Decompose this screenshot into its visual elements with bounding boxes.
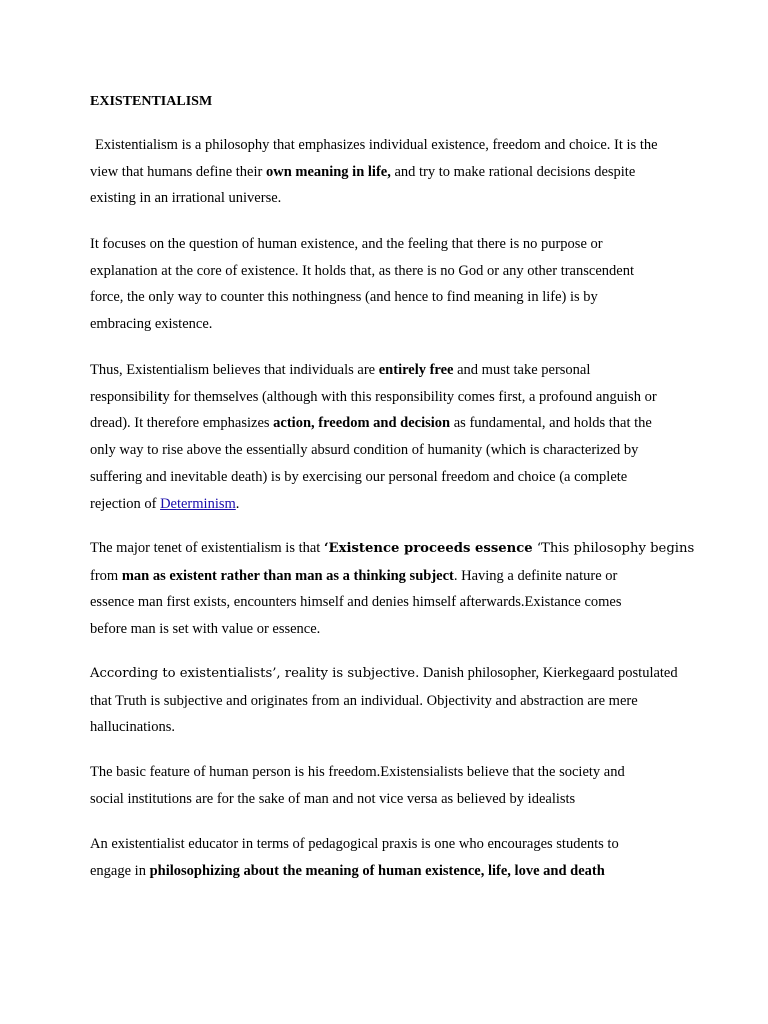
- paragraph-6: [90, 759, 690, 812]
- paragraph-3: [90, 357, 690, 517]
- bold-text: man as existent rather than man as a thinking subject: [121, 567, 454, 584]
- paragraph-line: It focuses on the question of human existence, and the feeling that there is no purpose or: [90, 236, 603, 252]
- text-run: engage in: [90, 862, 150, 879]
- paragraph-line: [90, 357, 690, 384]
- paragraph-line: The basic feature of human person is his freedom.Existensialists believe that the society and: [90, 764, 625, 780]
- text-run: . Having a definite nature or: [453, 567, 618, 584]
- text-run: as fundamental, and holds that the: [450, 415, 652, 432]
- paragraph-line: [90, 410, 690, 437]
- document-title: EXISTENTIALISM: [90, 94, 213, 109]
- paragraph-line: [90, 159, 690, 186]
- paragraph-line: [90, 858, 690, 885]
- paragraph-line: [90, 384, 690, 411]
- text-run: Danish philosopher, Kierkegaard postulated: [419, 665, 678, 681]
- paragraph-line: explanation at the core of existence. It holds that, as there is no God or any other transcendent: [90, 262, 634, 279]
- text-run: and try to make rational decisions despite: [390, 163, 636, 180]
- paragraph-line: social institutions are for the sake of man and not vice versa as believed by idealists: [90, 790, 576, 807]
- text-run: ‘This philosophy begins: [532, 541, 695, 556]
- bold-text: ‘Existence proceeds essence: [323, 541, 533, 556]
- paragraph-line: before man is set with value or essence.: [90, 621, 321, 638]
- bold-text: own meaning in life,: [265, 163, 391, 180]
- paragraph-4: [90, 535, 695, 643]
- bold-text: action, freedom and decision: [273, 415, 451, 432]
- paragraph-7: [90, 831, 690, 884]
- text-run: The major tenet of existentialism is that: [90, 540, 324, 556]
- paragraph-line: [90, 535, 695, 563]
- paragraph-1: [90, 132, 690, 212]
- text-run: and must take personal: [453, 362, 591, 378]
- paragraph-line: An existentialist educator in terms of pedagogical praxis is one who encourages students to: [90, 836, 619, 852]
- paragraph-line: force, the only way to counter this nothingness (and hence to find meaning in life) is by: [90, 289, 598, 306]
- paragraph-line: only way to rise above the essentially absurd condition of humanity (which is characterized by: [90, 442, 639, 459]
- text-run: Existentialism is a philosophy that emphasizes individual existence, freedom and choice. It is the: [95, 137, 658, 153]
- text-run: According to existentialists’, reality is subjective.: [90, 666, 420, 681]
- bold-text: philosophizing about the meaning of human existence, life, love and death: [149, 862, 605, 879]
- text-run: from: [90, 567, 122, 584]
- text-run: rejection of: [90, 495, 161, 512]
- paragraph-line: [90, 132, 690, 159]
- paragraph-line: essence man first exists, encounters himself and denies himself afterwards.Existance comes: [90, 594, 622, 611]
- bold-text: entirely free: [378, 362, 454, 378]
- text-run: dread). It therefore emphasizes: [90, 415, 274, 432]
- text-run: .: [235, 495, 240, 512]
- text-run: Thus, Existentialism believes that individuals are: [90, 362, 379, 378]
- text-run: view that humans define their: [90, 163, 266, 180]
- text-run: y for themselves (although with this responsibility comes first, a profound anguish or: [162, 388, 657, 405]
- paragraph-line: existing in an irrational universe.: [90, 190, 282, 207]
- text-run: responsibili: [90, 388, 158, 405]
- paragraph-line: [90, 563, 690, 590]
- paragraph-line: that Truth is subjective and originates from an individual. Objectivity and abstraction are mere: [90, 692, 638, 709]
- paragraph-line: [90, 491, 690, 518]
- determinism-link[interactable]: Determinism: [160, 495, 236, 512]
- paragraph-2: [90, 231, 690, 338]
- paragraph-line: suffering and inevitable death) is by exercising our personal freedom and choice (a complete: [90, 468, 628, 485]
- paragraph-line: embracing existence.: [90, 316, 213, 333]
- paragraph-5: [90, 660, 690, 741]
- paragraph-line: hallucinations.: [90, 719, 175, 736]
- bold-text: t: [157, 388, 163, 405]
- paragraph-line: [90, 660, 690, 688]
